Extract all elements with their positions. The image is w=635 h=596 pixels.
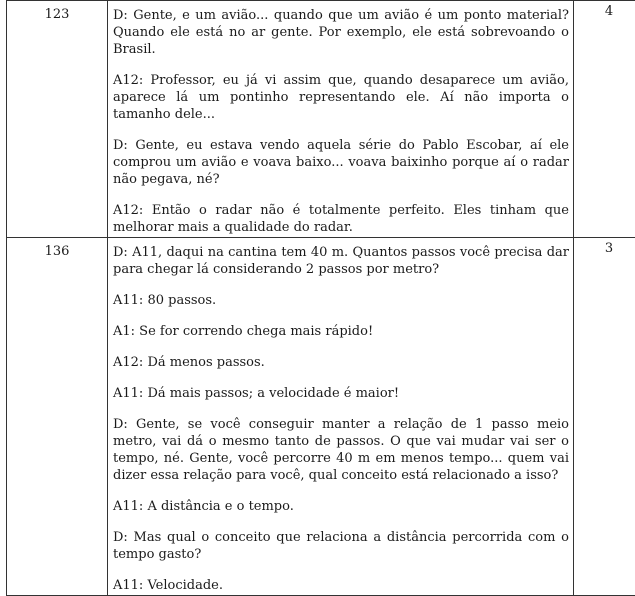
table-row: [7, 1, 635, 238]
dialogue-line: D: Gente, se você conseguir manter a relação de 1 passo meio metro, vai dá o mesmo tanto de passos. O que vai mudar vai ser o tempo, né. Gente, você percorre 40 m em menos tempo... quem vai dizer essa relação para você, qual conceito está relacionado a isso?: [113, 416, 569, 484]
dialogue-line: A1: Se for correndo chega mais rápido!: [113, 323, 569, 340]
turn-number: 123: [7, 1, 108, 238]
dialogue-cell: [108, 1, 574, 238]
category-number: 3: [574, 238, 635, 596]
turn-number: 136: [7, 238, 108, 596]
dialogue-cell: [108, 238, 574, 596]
dialogue-line: D: Mas qual o conceito que relaciona a distância percorrida com o tempo gasto?: [113, 529, 569, 563]
category-number: 4: [574, 1, 635, 238]
dialogue-line: D: Gente, eu estava vendo aquela série do Pablo Escobar, aí ele comprou um avião e voava baixo... voava baixinho porque aí o radar não pegava, né?: [113, 137, 569, 188]
dialogue-line: A11: A distância e o tempo.: [113, 498, 569, 515]
dialogue-line: A12: Então o radar não é totalmente perfeito. Eles tinham que melhorar mais a qualidade do radar.: [113, 202, 569, 236]
transcript-table: [6, 0, 635, 596]
table-row: [7, 238, 635, 596]
dialogue-line: A12: Dá menos passos.: [113, 354, 569, 371]
dialogue-line: A11: 80 passos.: [113, 292, 569, 309]
dialogue-line: D: A11, daqui na cantina tem 40 m. Quantos passos você precisa dar para chegar lá considerando 2 passos por metro?: [113, 244, 569, 278]
dialogue-line: A12: Professor, eu já vi assim que, quando desaparece um avião, aparece lá um pontinho representando ele. Aí não importa o tamanho dele...: [113, 72, 569, 123]
dialogue-line: D: Gente, e um avião... quando que um avião é um ponto material? Quando ele está no ar gente. Por exemplo, ele está sobrevoando o Brasil.: [113, 7, 569, 58]
dialogue-line: A11: Velocidade.: [113, 577, 569, 594]
dialogue-line: A11: Dá mais passos; a velocidade é maior!: [113, 385, 569, 402]
